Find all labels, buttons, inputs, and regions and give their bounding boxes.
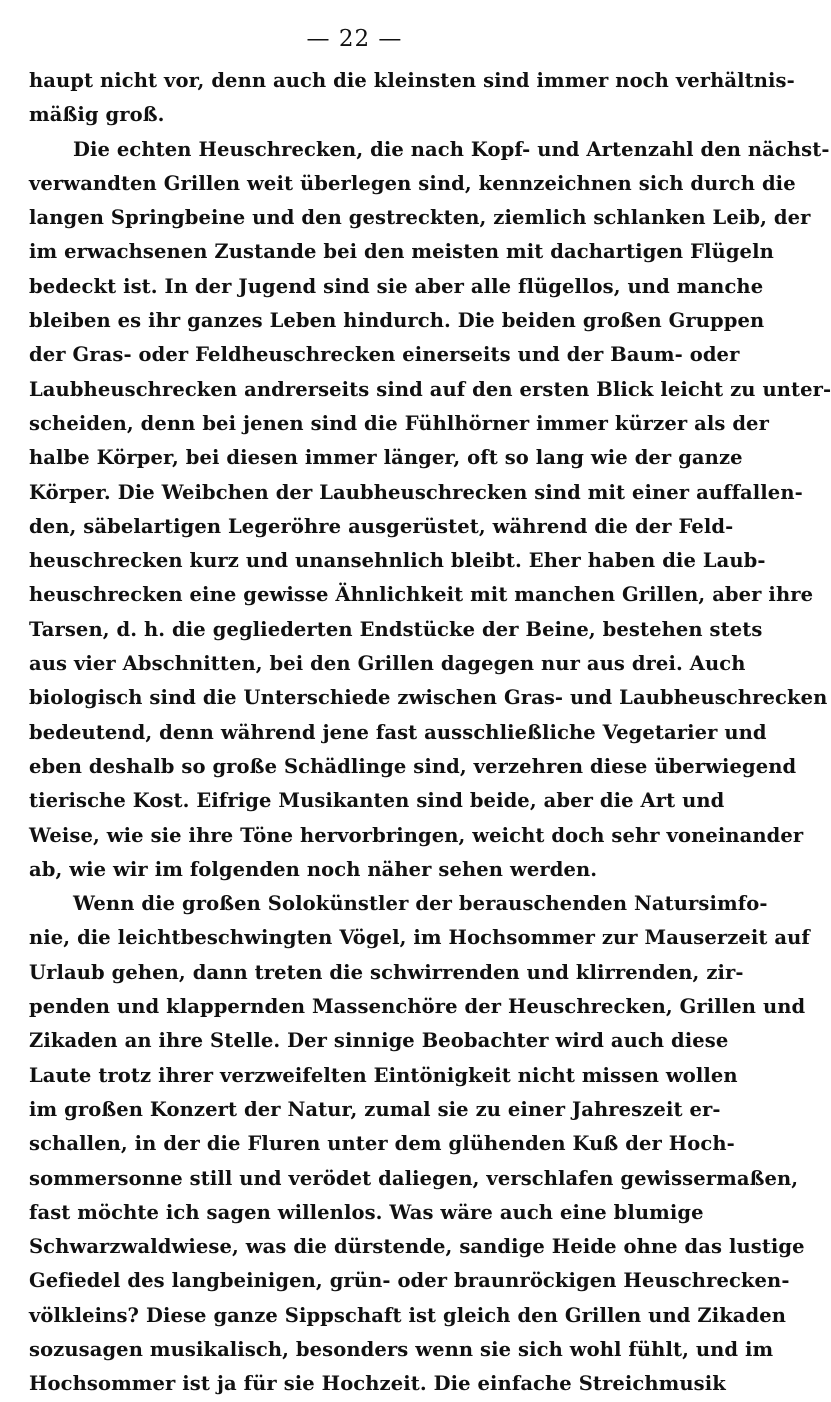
- text-line: schallen, in der die Fluren unter dem glühenden Kuß der Hoch-: [29, 1132, 735, 1156]
- text-line: biologisch sind die Unterschiede zwischen Gras- und Laubheuschrecken: [29, 686, 828, 710]
- text-line: bedeutend, denn während jene fast ausschließliche Vegetarier und: [29, 720, 767, 744]
- text-line: langen Springbeine und den gestreckten, ziemlich schlanken Leib, der: [29, 206, 811, 230]
- text-line: den, säbelartigen Legeröhre ausgerüstet, während die der Feld-: [29, 514, 734, 538]
- text-line: aus vier Abschnitten, bei den Grillen dagegen nur aus drei. Auch: [29, 652, 746, 676]
- text-line: tierische Kost. Eifrige Musikanten sind beide, aber die Art und: [29, 789, 725, 813]
- text-line: nie, die leichtbeschwingten Vögel, im Hochsommer zur Mauserzeit auf: [29, 926, 810, 950]
- paragraph: [29, 887, 810, 1401]
- text-line: der Gras- oder Feldheuschrecken einerseits und der Baum- oder: [29, 343, 740, 367]
- text-line: halbe Körper, bei diesen immer länger, oft so lang wie der ganze: [29, 446, 743, 470]
- text-line: Zikaden an ihre Stelle. Der sinnige Beobachter wird auch diese: [29, 1029, 729, 1053]
- text-line: völkleins? Diese ganze Sippschaft ist gleich den Grillen und Zikaden: [29, 1303, 787, 1327]
- text-line: penden und klappernden Massenchöre der Heuschrecken, Grillen und: [29, 995, 806, 1019]
- text-line: mäßig groß.: [29, 103, 165, 127]
- text-line: Körper. Die Weibchen der Laubheuschrecken sind mit einer auffallen-: [29, 480, 803, 504]
- text-line: Weise, wie sie ihre Töne hervorbringen, weicht doch sehr voneinander: [29, 823, 804, 847]
- text-line: Die echten Heuschrecken, die nach Kopf- und Artenzahl den nächst-: [73, 137, 830, 161]
- text-line: Laute trotz ihrer verzweifelten Eintönigkeit nicht missen wollen: [29, 1063, 738, 1087]
- body-text: [29, 64, 831, 1402]
- text-line: haupt nicht vor, denn auch die kleinsten sind immer noch verhältnis-: [29, 69, 795, 92]
- text-line: verwandten Grillen weit überlegen sind, kennzeichnen sich durch die: [29, 171, 796, 195]
- text-line: heuschrecken kurz und unansehnlich bleibt. Eher haben die Laub-: [29, 549, 766, 573]
- text-line: Gefiedel des langbeinigen, grün- oder braunröckigen Heuschrecken-: [29, 1269, 790, 1293]
- text-line: ab, wie wir im folgenden noch näher sehen werden.: [29, 857, 598, 881]
- text-line: scheiden, denn bei jenen sind die Fühlhörner immer kürzer als der: [29, 411, 769, 435]
- text-line: Wenn die großen Solokünstler der berauschenden Natursimfo-: [73, 892, 768, 916]
- text-line: sozusagen musikalisch, besonders wenn sie sich wohl fühlt, und im: [29, 1337, 774, 1361]
- text-line: bleiben es ihr ganzes Leben hindurch. Die beiden großen Gruppen: [29, 309, 765, 333]
- text-line: im erwachsenen Zustande bei den meisten mit dachartigen Flügeln: [29, 240, 774, 264]
- text-line: sommersonne still und verödet daliegen, verschlafen gewissermaßen,: [29, 1166, 799, 1190]
- text-line: im großen Konzert der Natur, zumal sie zu einer Jahreszeit er-: [29, 1097, 721, 1121]
- text-line: Hochsommer ist ja für sie Hochzeit. Die einfache Streichmusik: [29, 1372, 726, 1396]
- paragraph: [29, 64, 795, 133]
- text-line: Tarsen, d. h. die gegliederten Endstücke der Beine, bestehen stets: [29, 617, 763, 641]
- text-line: Urlaub gehen, dann treten die schwirrenden und klirrenden, zir-: [29, 960, 744, 984]
- text-line: eben deshalb so große Schädlinge sind, verzehren diese überwiegend: [29, 754, 797, 778]
- text-line: fast möchte ich sagen willenlos. Was wäre auch eine blumige: [29, 1200, 704, 1224]
- text-line: Schwarzwaldwiese, was die dürstende, sandige Heide ohne das lustige: [29, 1235, 805, 1259]
- text-line: heuschrecken eine gewisse Ähnlichkeit mit manchen Grillen, aber ihre: [29, 583, 814, 607]
- text-line: bedeckt ist. In der Jugend sind sie aber alle flügellos, und manche: [29, 274, 764, 298]
- page-number: — 22 —: [306, 26, 403, 52]
- paragraph: [29, 133, 831, 888]
- text-line: Laubheuschrecken andrerseits sind auf den ersten Blick leicht zu unter-: [29, 377, 831, 401]
